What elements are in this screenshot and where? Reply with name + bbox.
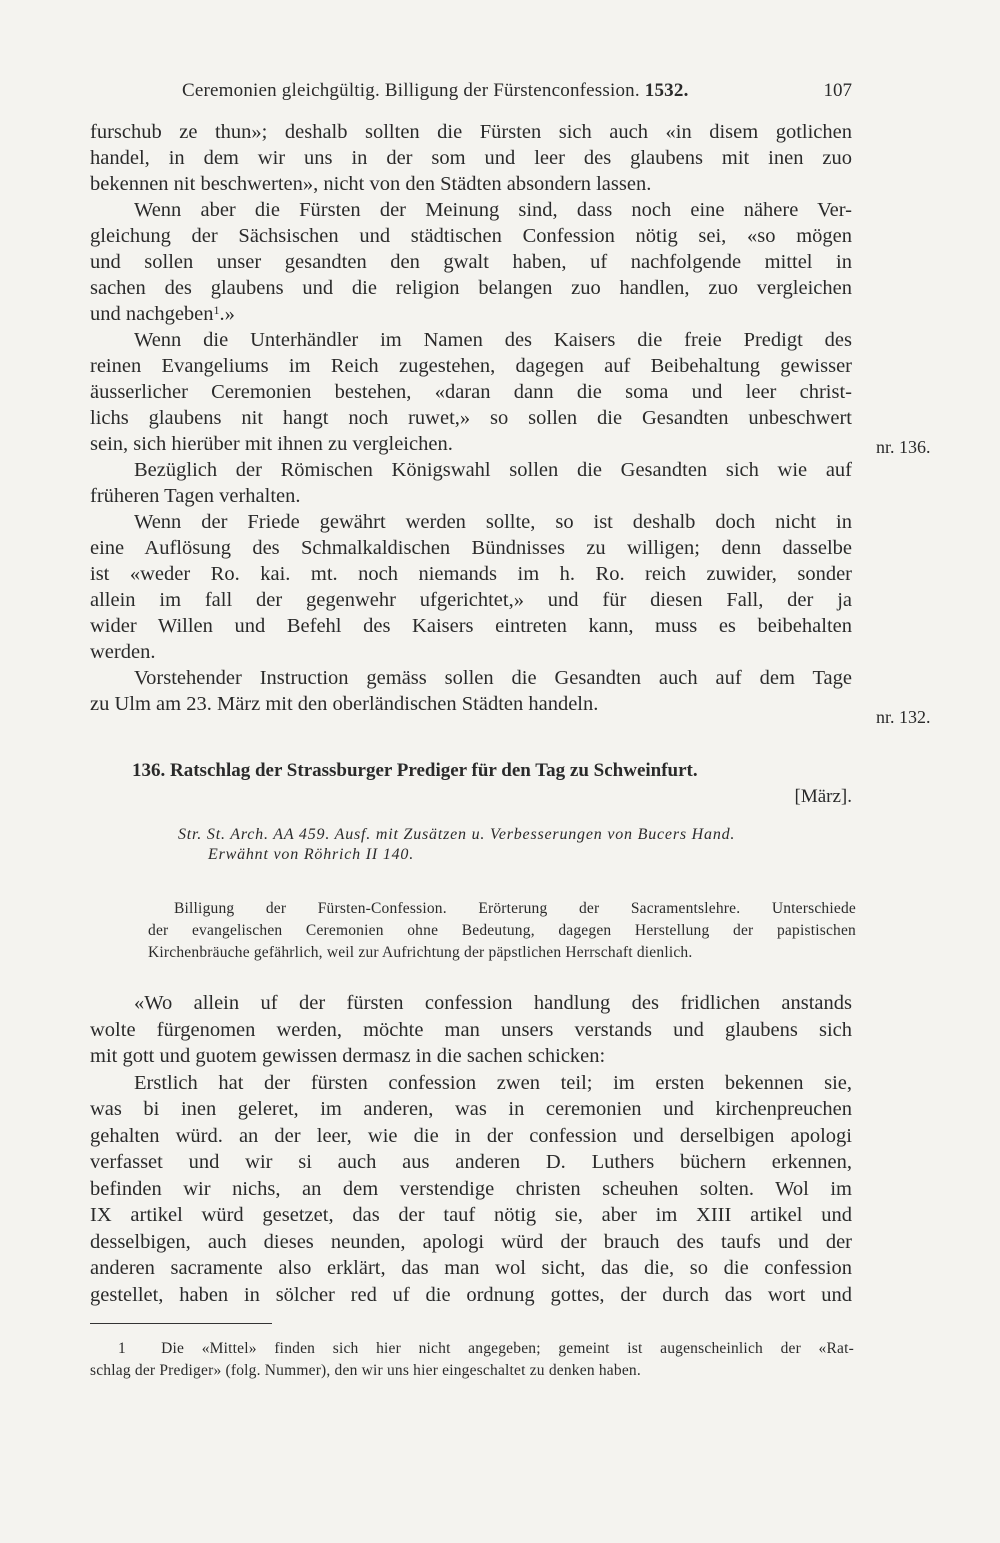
text-line: zu Ulm am 23. März mit den oberländischen Städten handeln. xyxy=(90,693,599,715)
text-line: «Wo allein uf der fürsten confession handlung des fridlichen anstands xyxy=(134,992,852,1014)
page-number: 107 xyxy=(823,80,852,101)
footnote-ref: 1 xyxy=(213,303,220,317)
text-line: Wenn aber die Fürsten der Meinung sind, dass noch eine nähere Ver- xyxy=(134,199,852,221)
text-line: gestellet, haben in sölcher red uf die ordnung gottes, der durch das wort und xyxy=(90,1283,852,1306)
text-line: gehalten würd. an der leer, wie die in der confession und derselbigen apologi xyxy=(90,1124,852,1147)
text-line: lichs glaubens nit hangt noch ruwet,» so sollen die Gesandten unbeschwert xyxy=(90,407,852,429)
text-line: wolte fürgenomen werden, möchte man unsers verstands und glaubens sich xyxy=(90,1018,852,1041)
text-line: was bi inen geleret, im anderen, was in ceremonien und kirchenpreuchen xyxy=(90,1098,852,1120)
text-line: bekennen nit beschwerten», nicht von den Städten absondern lassen. xyxy=(90,173,652,195)
footnote-line: schlag der Prediger» (folg. Nummer), den wir uns hier eingeschaltet zu denken haben. xyxy=(90,1362,641,1379)
text-line: handel, in dem wir uns in der som und leer des glaubens mit inen zuo xyxy=(90,147,852,169)
text-line: früheren Tagen verhalten. xyxy=(90,485,301,507)
source-line: Erwähnt von Röhrich II 140. xyxy=(208,846,415,863)
text-line: Vorstehender Instruction gemäss sollen die Gesandten auch auf dem Tage xyxy=(134,667,852,689)
text-line: Erstlich hat der fürsten confession zwen teil; im ersten bekennen sie, xyxy=(134,1071,852,1094)
text-line: mit gott und guotem gewissen dermasz in die sachen schicken: xyxy=(90,1045,606,1067)
document-summary xyxy=(148,898,856,964)
text-line: ist «weder Ro. kai. mt. noch niemands im h. Ro. reich zuwider, sonder xyxy=(90,563,852,585)
instruction-text xyxy=(90,119,852,717)
text-line: reinen Evangeliums im Reich zugestehen, dagegen auf Beibehaltung gewisser xyxy=(90,355,852,377)
document-heading: 136. Ratschlag der Strassburger Prediger für den Tag zu Schweinfurt. xyxy=(132,760,698,781)
text-line: IX artikel würd gesetzet, das der tauf nötig sie, aber im XIII artikel und xyxy=(90,1204,852,1226)
text-line: anderen sacramente also erklärt, das man wol sicht, das die, so die confession xyxy=(90,1257,852,1279)
text-line: befinden wir nichs, an dem verstendige christen scheuhen solten. Wol im xyxy=(90,1177,852,1200)
text-line: wider Willen und Befehl des Kaisers eintreten kann, muss es beibehalten xyxy=(90,615,852,637)
text-line: sein, sich hierüber mit ihnen zu vergleichen. xyxy=(90,433,453,455)
source-citation xyxy=(178,825,858,865)
text-line: furschub ze thun»; deshalb sollten die Fürsten sich auch «in disem gotlichen xyxy=(90,121,852,143)
text-line: Wenn der Friede gewährt werden sollte, so ist deshalb doch nicht in xyxy=(134,511,852,533)
text-line: gleichung der Sächsischen und städtischen Confession nötig sei, «so mögen xyxy=(90,225,852,247)
text-line: werden. xyxy=(90,641,156,663)
text-line: allein im fall der gegenwehr ufgerichtet,» und für diesen Fall, der ja xyxy=(90,589,852,611)
document-text xyxy=(90,990,852,1308)
summary-line: Kirchenbräuche gefährlich, weil zur Aufrichtung der päpstlichen Herrschaft dienlich. xyxy=(148,944,693,961)
text-line: Bezüglich der Römischen Königswahl sollen die Gesandten sich wie auf xyxy=(134,459,852,481)
footnote-line: 1 Die «Mittel» finden sich hier nicht angegeben; gemeint ist augenscheinlich der «Rat- xyxy=(118,1340,854,1357)
footnote-number: 1 xyxy=(118,1340,126,1357)
page-header xyxy=(90,80,852,108)
margin-note: nr. 136. xyxy=(876,437,931,457)
text-line: verfasset und wir si auch aus anderen D. Luthers büchern erkennen, xyxy=(90,1151,852,1173)
footnote-divider xyxy=(90,1323,272,1324)
text-line: und nachgeben$^1$.» xyxy=(90,303,235,325)
text-line: äusserlicher Ceremonien bestehen, «daran dann die soma und leer christ- xyxy=(90,381,852,403)
source-line: Str. St. Arch. AA 459. Ausf. mit Zusätzen u. Verbesserungen von Bucers Hand. xyxy=(178,826,736,843)
text-line: Wenn die Unterhändler im Namen des Kaisers die freie Predigt des xyxy=(134,329,852,351)
text-line: sachen des glaubens und die religion belangen zuo handlen, zuo vergleichen xyxy=(90,277,852,299)
summary-line: Billigung der Fürsten-Confession. Erörterung der Sacramentslehre. Unterschiede xyxy=(174,900,856,917)
text-line: desselbigen, auch dieses neunden, apologi würd der brauch des taufs und der xyxy=(90,1230,852,1253)
document-date: [März]. xyxy=(794,786,852,807)
footnote xyxy=(90,1338,854,1382)
header-year: 1532. xyxy=(644,80,689,101)
text-line: eine Auflösung des Schmalkaldischen Bündnisses zu willigen; denn dasselbe xyxy=(90,537,852,559)
summary-line: der evangelischen Ceremonien ohne Bedeutung, dagegen Herstellung der papistischen xyxy=(148,922,856,939)
text-line: und sollen unser gesandten den gwalt haben, uf nachfolgende mittel in xyxy=(90,251,852,273)
running-title: Ceremonien gleichgültig. Billigung der Fürstenconfession. 1532. xyxy=(182,80,689,101)
margin-note: nr. 132. xyxy=(876,707,931,727)
